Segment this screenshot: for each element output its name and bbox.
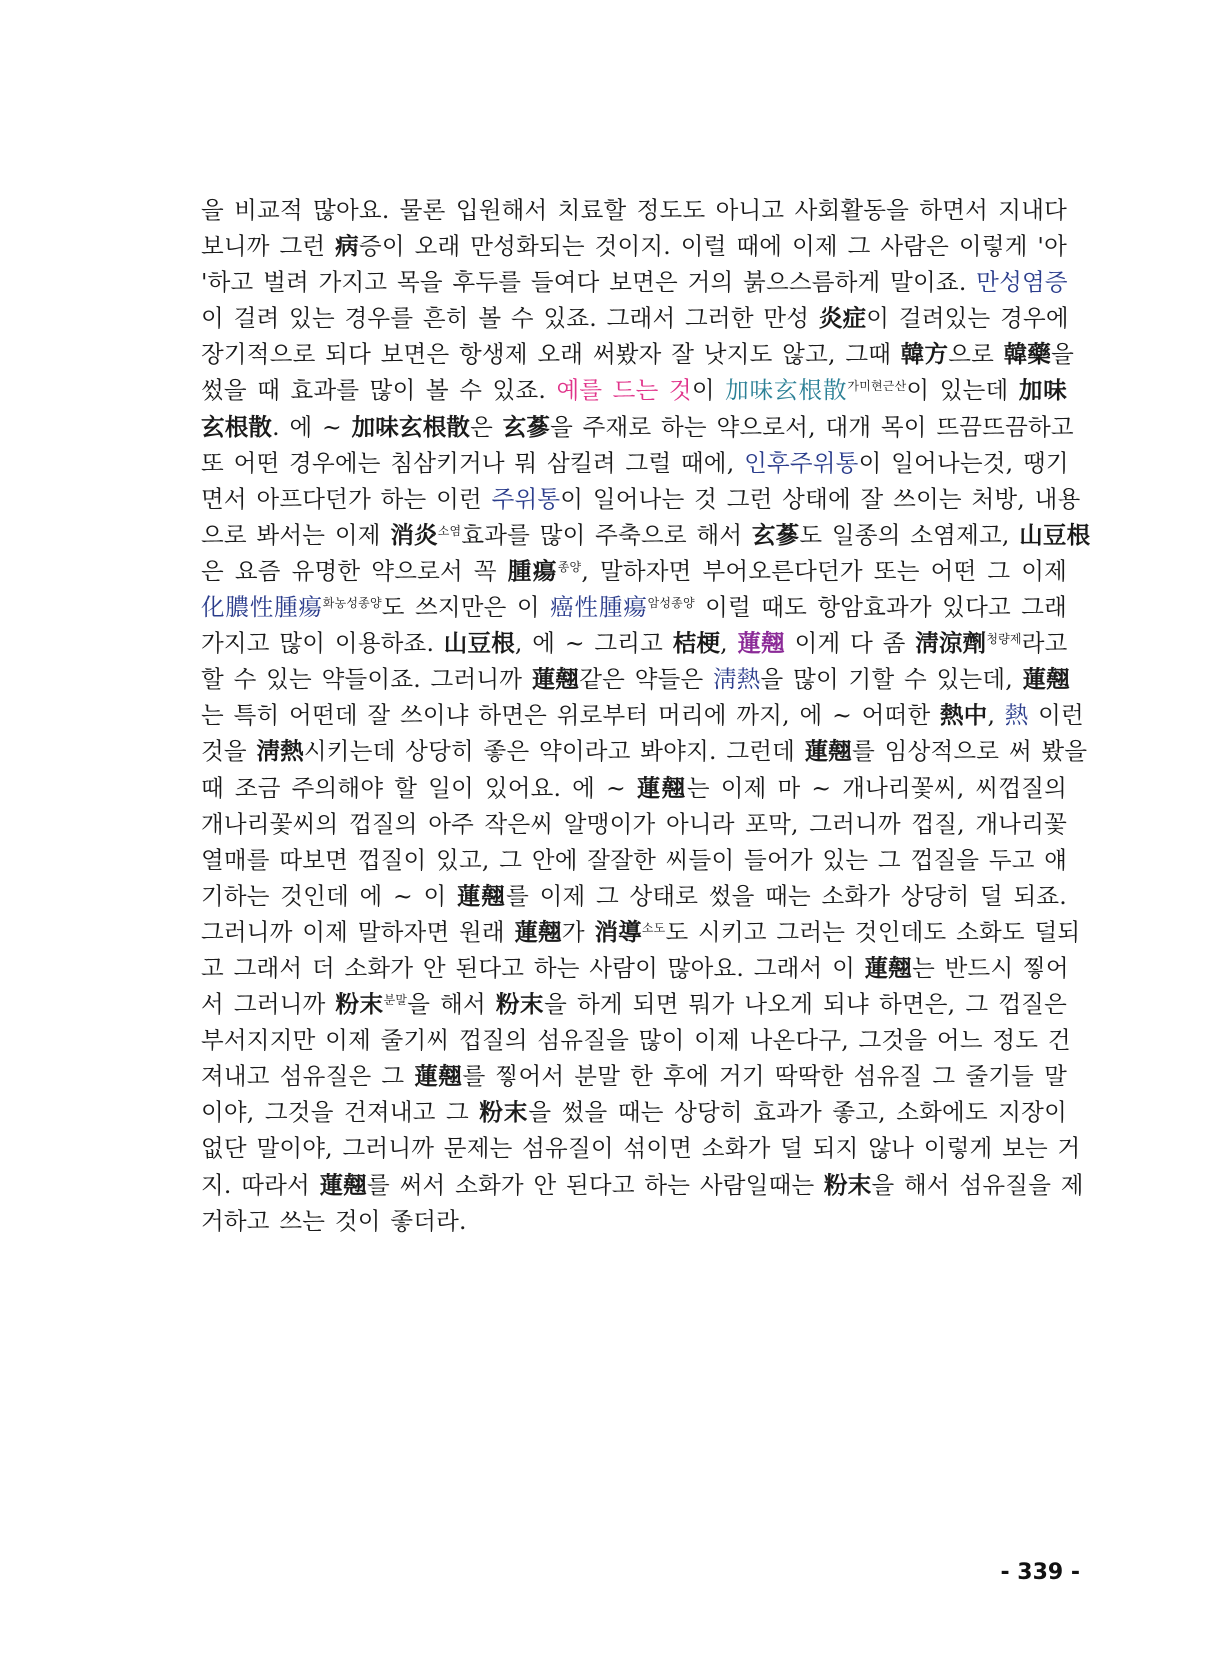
text-line: [201, 264, 1067, 300]
text-segment: '하고 벌려 가지고 목을 후두를 들여다 보면은 거의 붉으스름하게 말이죠.: [201, 268, 977, 297]
text-line: [201, 733, 1088, 769]
text-segment: 를 이제 그 상태로 썼을 때는 소화가 상당히 덜 되죠.: [506, 881, 1067, 910]
text-line: [201, 1022, 1071, 1058]
highlighted-term: 주위통: [491, 484, 561, 513]
highlighted-term: 만성염증: [976, 268, 1068, 297]
text-segment: 를 임상적으로 써 봤을: [852, 737, 1088, 766]
text-segment: 면서 아프다던가 하는 이런: [201, 484, 492, 513]
text-line: [201, 481, 1081, 517]
reading-annotation: 청량제: [986, 632, 1022, 647]
text-segment: 는 이제 마 ~ 개나리꽃씨, 씨껍질의: [686, 773, 1068, 802]
reading-annotation: 소도: [641, 920, 666, 935]
text-segment: 부서지지만 이제 줄기씨 껍질의 섬유질을 많이 이제 나온다구, 그것을 어느 정도 건: [201, 1026, 1071, 1055]
highlighted-term: 病: [335, 232, 360, 261]
text-line: [201, 445, 1067, 481]
text-segment: ,: [987, 701, 1005, 730]
highlighted-term: 蓮翹: [319, 1170, 368, 1199]
text-segment: 이 일어나는 것 그런 상태에 잘 쓰이는 처방, 내용: [560, 484, 1081, 513]
text-line: [201, 1094, 1067, 1130]
text-segment: 도 일종의 소염제고,: [799, 520, 1020, 549]
highlighted-term: 山豆根: [1019, 520, 1091, 549]
text-segment: 를 찧어서 분말 한 후에 거기 딱딱한 섬유질 그 줄기들 말: [462, 1062, 1067, 1091]
highlighted-term: 蓮翹: [514, 917, 562, 946]
text-line: [201, 589, 1067, 625]
text-line: [201, 878, 1067, 914]
text-segment: 증이 오래 만성화되는 것이지. 이럴 때에 이제 그 사람은 이렇게 '아: [359, 232, 1067, 261]
text-line: [201, 950, 1067, 986]
highlighted-term: 加味玄根散: [351, 412, 471, 441]
text-segment: 을 썼을 때는 상당히 효과가 좋고, 소화에도 지장이: [528, 1098, 1067, 1127]
text-line: [201, 228, 1067, 264]
text-segment: 시키는데 상당히 좋은 약이라고 봐야지. 그런데: [303, 737, 805, 766]
highlighted-term: 癌性腫瘍: [550, 593, 648, 622]
text-segment: 는 특히 어떤데 잘 쓰이냐 하면은 위로부터 머리에 까지, 에 ~ 어떠한: [201, 701, 941, 730]
highlighted-term: 玄根散: [201, 412, 273, 441]
highlighted-term: 消導: [594, 917, 642, 946]
highlighted-term: 淸熱: [713, 665, 761, 694]
text-segment: 효과를 많이 주축으로 해서: [461, 520, 752, 549]
reading-annotation: 소염: [437, 523, 462, 538]
highlighted-term: 蓮翹: [414, 1062, 463, 1091]
text-line: [201, 661, 1071, 697]
text-segment: , 말하자면 부어오른다던가 또는 어떤 그 이제: [581, 556, 1067, 585]
reading-annotation: 화농성종양: [322, 596, 382, 611]
reading-annotation: 종양: [557, 559, 582, 574]
text-segment: 같은 약들은: [579, 665, 714, 694]
text-line: [201, 192, 1067, 228]
text-line: [201, 986, 1067, 1022]
highlighted-term: 인후주위통: [744, 448, 859, 477]
highlighted-term: 蓮翹: [864, 953, 913, 982]
text-segment: 를 써서 소화가 안 된다고 하는 사람일때는: [367, 1170, 825, 1199]
text-segment: 라고: [1021, 629, 1068, 658]
text-segment: 이 걸려 있는 경우를 흔히 볼 수 있죠. 그래서 그러한 만성: [201, 304, 819, 333]
highlighted-term: 加味玄根散: [725, 376, 848, 405]
text-line: [201, 1167, 1084, 1203]
text-segment: 것을: [201, 737, 257, 766]
highlighted-term: 蓮翹: [456, 881, 507, 910]
text-segment: 은: [470, 412, 503, 441]
highlighted-term: 山豆根: [443, 629, 515, 658]
text-segment: 져내고 섬유질은 그: [201, 1062, 415, 1091]
text-line: [201, 625, 1067, 661]
text-line: [201, 1058, 1067, 1094]
text-line: [201, 336, 1074, 372]
text-segment: 거하고 쓰는 것이 좋더라.: [201, 1206, 467, 1235]
text-segment: 고 그래서 더 소화가 안 된다고 하는 사람이 많아요. 그래서 이: [201, 953, 865, 982]
text-line: [201, 806, 1067, 842]
highlighted-term: 蓮翹: [531, 665, 580, 694]
text-segment: 열매를 따보면 껍질이 있고, 그 안에 잘잘한 씨들이 들어가 있는 그 껍질을 두고 얘: [201, 845, 1068, 874]
text-line: [201, 1130, 1081, 1166]
highlighted-term: 加味: [1018, 376, 1067, 405]
highlighted-term: 粉末: [824, 1170, 872, 1199]
text-line: [201, 553, 1067, 589]
text-line: [201, 517, 1091, 553]
page-number: - 339 -: [1000, 1560, 1080, 1585]
text-segment: . 에 ~: [272, 412, 352, 441]
text-segment: 가지고 많이 이용하죠.: [201, 629, 444, 658]
highlighted-term: 蓮翹: [804, 737, 853, 766]
text-segment: 을 많이 기할 수 있는데,: [760, 665, 1023, 694]
highlighted-term: 炎症: [818, 304, 867, 333]
highlighted-term: 熱中: [940, 701, 988, 730]
text-line: [201, 1203, 1067, 1239]
text-segment: 이: [691, 376, 726, 405]
highlighted-term: 淸熱: [256, 737, 304, 766]
text-segment: 으로: [948, 340, 1004, 369]
text-segment: 을 비교적 많아요. 물론 입원해서 치료할 정도도 아니고 사회활동을 하면서 지내다: [201, 196, 1067, 224]
highlighted-term: 消炎: [390, 520, 438, 549]
text-segment: 을 해서: [407, 990, 496, 1019]
text-segment: 때 조금 주의해야 할 일이 있어요. 에 ~: [201, 773, 637, 802]
text-line: [201, 770, 1067, 806]
highlighted-term: 桔梗: [672, 629, 721, 658]
text-line: [201, 409, 1074, 445]
text-segment: , 에 ~ 그리고: [514, 629, 673, 658]
text-segment: 이럴 때도 항암효과가 있다고 그래: [694, 593, 1067, 622]
text-line: [201, 300, 1067, 336]
highlighted-term: 韓藥: [1003, 340, 1052, 369]
text-segment: 이런: [1028, 701, 1084, 730]
text-segment: 보니까 그런: [201, 232, 336, 261]
reading-annotation: 분말: [383, 993, 408, 1008]
text-segment: 기하는 것인데 에 ~ 이: [201, 881, 457, 910]
text-segment: 썼을 때 효과를 많이 볼 수 있죠.: [201, 376, 557, 405]
highlighted-term: 腫瘍: [507, 556, 558, 585]
text-segment: 으로 봐서는 이제: [201, 520, 391, 549]
text-segment: 이 걸려있는 경우에: [866, 304, 1069, 333]
highlighted-term: 粉末: [335, 990, 384, 1019]
text-segment: 장기적으로 되다 보면은 항생제 오래 써봤자 잘 낫지도 않고, 그때: [201, 340, 901, 369]
highlighted-term: 韓方: [900, 340, 949, 369]
text-segment: 개나리꽃씨의 껍질의 아주 작은씨 알맹이가 아니라 포막, 그러니까 껍질, 개나리꽃: [201, 809, 1067, 838]
reading-annotation: 가미현근산: [847, 379, 907, 394]
highlighted-term: 淸涼劑: [915, 629, 987, 658]
text-segment: 을: [1051, 340, 1074, 369]
highlighted-term: 粉末: [495, 990, 545, 1019]
text-segment: 는 반드시 찧어: [912, 953, 1069, 982]
text-segment: 이 있는데: [906, 376, 1019, 405]
text-segment: 도 시키고 그러는 것인데도 소화도 덜되: [665, 917, 1081, 946]
text-segment: 을 하게 되면 뭐가 나오게 되냐 하면은, 그 껍질은: [544, 990, 1067, 1019]
highlighted-term: 熱: [1004, 701, 1029, 730]
highlighted-term: 化膿性腫瘍: [201, 593, 323, 622]
text-segment: 또 어떤 경우에는 침삼키거나 뭐 삼킬려 그럴 때에,: [201, 448, 745, 477]
text-segment: 할 수 있는 약들이죠. 그러니까: [201, 665, 532, 694]
text-line: [201, 914, 1081, 950]
text-segment: 그러니까 이제 말하자면 원래: [201, 917, 515, 946]
text-segment: 이야, 그것을 건져내고 그: [201, 1098, 480, 1127]
text-segment: 도 쓰지만은 이: [381, 593, 551, 622]
text-segment: 가: [561, 917, 595, 946]
highlighted-term: 玄蔘: [751, 520, 800, 549]
text-segment: 지. 따라서: [201, 1170, 320, 1199]
text-segment: 서 그러니까: [201, 990, 336, 1019]
text-line: [201, 372, 1067, 408]
text-segment: 을 해서 섬유질을 제: [871, 1170, 1084, 1199]
highlighted-term: 玄蔘: [502, 412, 551, 441]
highlighted-term: 蓮翹: [1022, 665, 1071, 694]
text-segment: 이 일어나는것, 땡기: [858, 448, 1069, 477]
highlighted-term: 蓮翹: [636, 773, 687, 802]
body-text: [201, 192, 1091, 1239]
text-segment: 은 요즘 유명한 약으로서 꼭: [201, 556, 508, 585]
text-segment: 이게 다 좀: [784, 629, 916, 658]
text-segment: ,: [720, 629, 738, 658]
highlighted-term: 粉末: [479, 1098, 529, 1127]
text-segment: 없단 말이야, 그러니까 문제는 섬유질이 섞이면 소화가 덜 되지 않나 이렇게 보는 거: [201, 1134, 1081, 1163]
highlighted-term: 蓮翹: [737, 629, 785, 658]
text-line: [201, 842, 1067, 878]
text-segment: 을 주재로 하는 약으로서, 대개 목이 뜨끔뜨끔하고: [550, 412, 1074, 441]
text-line: [201, 697, 1084, 733]
highlighted-term: 예를 드는 것: [556, 376, 692, 405]
reading-annotation: 암성종양: [647, 596, 695, 611]
